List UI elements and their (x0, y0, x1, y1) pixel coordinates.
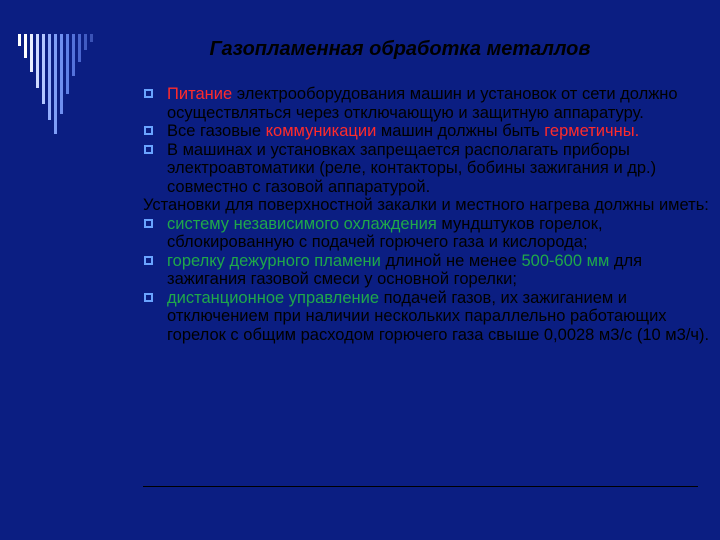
stripe (24, 34, 27, 58)
square-bullet-icon (144, 145, 153, 154)
bullet-item: горелку дежурного пламени длиной не менее 500-600 мм для зажигания газовой смеси у основной горелки; (143, 252, 720, 289)
stripe (66, 34, 69, 94)
stripe (36, 34, 39, 88)
square-bullet-icon (144, 219, 153, 228)
bullet-item: систему независимого охлаждения мундштуков горелок, сблокированную с подачей горючего газа и кислорода; (143, 215, 720, 252)
stripe (60, 34, 63, 114)
stripe (72, 34, 75, 76)
bullet-item: Все газовые коммуникации машин должны быть герметичны. (143, 122, 720, 141)
square-bullet-icon (144, 89, 153, 98)
bullet-item: дистанционное управление подачей газов, их зажиганием и отключением при наличии нескольких параллельно работающих горелок с общим расходом горючего газа свыше 0,0028 м3/с (10 м3/ч). (143, 289, 720, 345)
bottom-divider (143, 486, 698, 487)
slide-body (143, 85, 720, 344)
bullet-item: Питание электрооборудования машин и установок от сети должно осуществляться через отключающую и защитную аппаратуру. (143, 85, 720, 122)
stripe (30, 34, 33, 72)
bullet-item: В машинах и установках запрещается располагать приборы электроавтоматики (реле, контакторы, бобины зажигания и др.) совместно с газовой аппаратурой. (143, 141, 720, 197)
stripe (48, 34, 51, 120)
stripe (42, 34, 45, 104)
stripe (54, 34, 57, 134)
decorative-stripes (18, 34, 108, 144)
stripe (90, 34, 93, 42)
square-bullet-icon (144, 256, 153, 265)
stripe (18, 34, 21, 46)
slide-title: Газопламенная обработка металлов (209, 38, 591, 60)
square-bullet-icon (144, 126, 153, 135)
square-bullet-icon (144, 293, 153, 302)
intro-paragraph: Установки для поверхностной закалки и местного нагрева должны иметь: (143, 196, 709, 214)
stripe (84, 34, 87, 50)
stripe (78, 34, 81, 62)
